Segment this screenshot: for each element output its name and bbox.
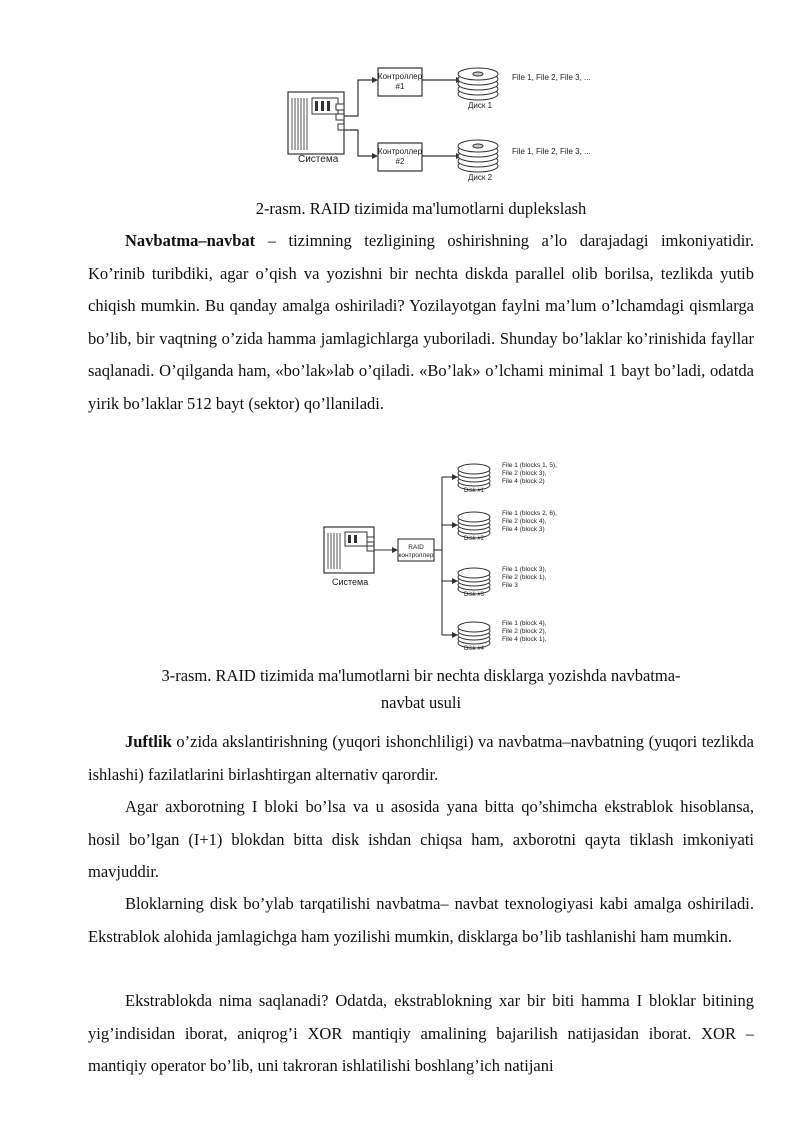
controller-1-number: #1 bbox=[395, 82, 405, 91]
paragraph-juftlik-text: o’zida akslantirishning (yuqori ishonchliligi) va navbatma–navbatning (yuqori tezlikda ishlashi) fazilatlarini birlashtirgan alternativ qarordir. bbox=[88, 732, 754, 784]
term-navbatma: Navbatma–navbat bbox=[125, 231, 256, 250]
figure-3-raid-striping bbox=[318, 455, 578, 655]
system-label: Система bbox=[298, 154, 339, 165]
disk-file-entry: File 1 (block 4), bbox=[502, 620, 547, 627]
disk-file-entry: File 2 (block 1), bbox=[502, 574, 547, 581]
figure-2-raid-duplexing bbox=[280, 58, 610, 186]
term-juftlik: Juftlik bbox=[125, 732, 172, 751]
disk-label: Disk #1 bbox=[464, 488, 485, 494]
paragraph-xor-text: Ekstrablokda nima saqlanadi? Odatda, ekstrablokning xar bir biti hamma I bloklar bitining yig’indisidan iborat, aniqrog’i XOR mantiqiy amalining bajarilish natijasidan iborat. XOR – mantiqiy operator bo’lib, uni takroran ishlatilishi boshlang’ich natijani bbox=[88, 991, 754, 1075]
controller-2-number: #2 bbox=[395, 157, 405, 166]
disk-2-label: Диск 2 bbox=[468, 173, 493, 182]
disk-file-entry: File 1 (block 3), bbox=[502, 566, 547, 573]
disk-1-icon bbox=[458, 68, 498, 100]
figure-3-caption-line-1: 3-rasm. RAID tizimida ma'lumotlarni bir nechta disklarga yozishda navbatma- bbox=[161, 666, 681, 685]
disk-stack-icon bbox=[458, 622, 490, 648]
paragraph-juftlik bbox=[88, 726, 754, 791]
paragraph-xor bbox=[88, 985, 754, 1083]
disk-label: Disk #4 bbox=[464, 646, 485, 652]
disk-file-entry: File 4 (block 3) bbox=[502, 526, 545, 533]
paragraph-ekstrablok-text: Agar axborotning I bloki bo’lsa va u asosida yana bitta qo’shimcha ekstrablok hisoblansa, hosil bo’lgan (I+1) blokdan bitta disk ishdan chiqsa ham, axborotni qayta tiklash imkoniyati mavjuddir. bbox=[88, 797, 754, 881]
raid-controller-label: RAID bbox=[408, 544, 424, 551]
disk-label: Disk #2 bbox=[464, 536, 485, 542]
disk-file-entry: File 1 (blocks 1, 5), bbox=[502, 462, 557, 469]
paragraph-ekstrablok bbox=[88, 791, 754, 889]
system-unit-icon bbox=[288, 92, 344, 154]
paragraph-navbatma bbox=[88, 225, 754, 420]
disk-2-files: File 1, File 2, File 3, ... bbox=[512, 147, 591, 156]
disk-stack-icon bbox=[458, 512, 490, 538]
paragraph-navbatma-text: – tizimning tezligining oshirishning a’lo darajadagi imkoniyatidir. Ko’rinib turibdiki, agar o’qish va yozishni bir nechta diskda parallel olib borilsa, tezlikda yutib chiqish mumkin. Bu qanday amalga oshiriladi? Yozilayotgan faylni ma’lum o’lchamdagi qismlarga bo’lib, bir vaqtning o’zida hamma jamlagichlarga yuboriladi. Shunday bo’laklar ko’rinishida fayllar saqlanadi. O’qilganda ham, «bo’lak»lab o’qiladi. «Bo’lak» o’lchami minimal 1 bayt bo’ladi, odatda yirik bo’laklar 512 bayt (sektor) qo’llaniladi. bbox=[88, 231, 754, 413]
controller-2-label: Контроллер bbox=[377, 147, 423, 156]
disk-stack-icon bbox=[458, 464, 490, 490]
disk-1-files: File 1, File 2, File 3, ... bbox=[512, 73, 591, 82]
system-label: Система bbox=[332, 577, 369, 587]
figure-2-caption: 2-rasm. RAID tizimida ma'lumotlarni duplekslash bbox=[255, 199, 587, 218]
paragraph-bloklar bbox=[88, 888, 754, 953]
disk-file-entry: File 2 (block 3), bbox=[502, 470, 547, 477]
disk-file-entry: File 3 bbox=[502, 582, 518, 589]
disk-file-entry: File 2 (block 4), bbox=[502, 518, 547, 525]
disk-label: Disk #3 bbox=[464, 592, 485, 598]
figure-3-caption-line-2: navbat usuli bbox=[380, 693, 462, 712]
paragraph-bloklar-text: Bloklarning disk bo’ylab tarqatilishi navbatma– navbat texnologiyasi kabi amalga oshiriladi. Ekstrablok alohida jamlagichga ham yozilishi mumkin, disklarga bo’lib tashlanishi ham mumkin. bbox=[88, 894, 754, 946]
controller-1-label: Контроллер bbox=[377, 72, 423, 81]
disk-file-entry: File 4 (block 1), bbox=[502, 636, 547, 643]
system-unit-icon bbox=[324, 527, 374, 573]
disk-2-icon bbox=[458, 140, 498, 172]
raid-controller-label-2: контроллер bbox=[398, 552, 434, 559]
disk-stack-icon bbox=[458, 568, 490, 594]
disk-file-entry: File 2 (block 2), bbox=[502, 628, 547, 635]
disk-file-entry: File 1 (blocks 2, 6), bbox=[502, 510, 557, 517]
disk-1-label: Диск 1 bbox=[468, 101, 493, 110]
figure-3-caption bbox=[88, 662, 754, 716]
disk-file-entry: File 4 (block 2) bbox=[502, 478, 545, 485]
